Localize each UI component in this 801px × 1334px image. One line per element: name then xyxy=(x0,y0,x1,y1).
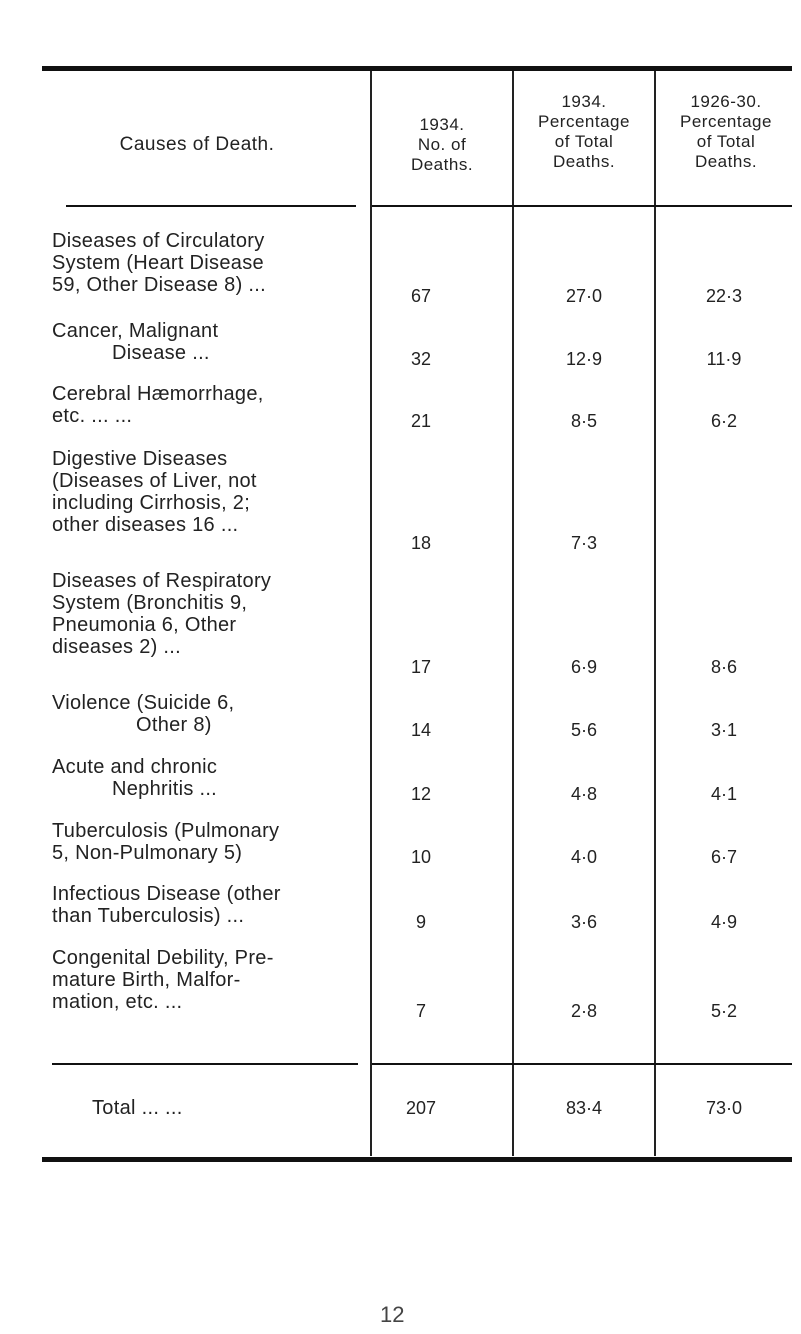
pct-1934-cell: 5·6 xyxy=(570,720,597,740)
deaths-cell: 67 xyxy=(410,286,432,306)
pct-1934-cell: 27·0 xyxy=(565,286,603,306)
deaths-cell: 14 xyxy=(410,720,432,740)
cause-line: mation, etc. ... xyxy=(52,991,183,1013)
pct-1934-cell: 8·5 xyxy=(570,411,597,431)
cause-line: other diseases 16 ... xyxy=(52,514,239,536)
cause-line: 59, Other Disease 8) ... xyxy=(52,274,266,296)
cause-cell xyxy=(52,820,372,864)
cause-line: Cancer, Malignant xyxy=(52,320,219,342)
deaths-cell: 7 xyxy=(415,1001,426,1021)
header-line: Deaths. xyxy=(552,152,616,171)
header-pct-1926 xyxy=(656,92,796,172)
header-cause-text: Causes of Death. xyxy=(119,134,275,155)
cause-line: 5, Non-Pulmonary 5) xyxy=(52,842,243,864)
pct-1934-cell: 6·9 xyxy=(570,657,597,677)
pct-1926-cell: 4·1 xyxy=(710,784,737,804)
cause-line: Congenital Debility, Pre- xyxy=(52,947,274,969)
pct-1934-cell: 2·8 xyxy=(570,1001,597,1021)
header-cause xyxy=(52,135,342,155)
deaths-cell: 9 xyxy=(415,912,426,932)
header-line: 1934. xyxy=(561,92,607,111)
cause-cell xyxy=(52,947,372,1013)
cause-cell xyxy=(52,883,372,927)
cause-line: System (Heart Disease xyxy=(52,252,264,274)
cause-line: Other 8) xyxy=(136,714,212,736)
deaths-cell: 17 xyxy=(410,657,432,677)
total-separator xyxy=(372,1063,792,1065)
pct-1934-cell: 4·8 xyxy=(570,784,597,804)
cause-line: Digestive Diseases xyxy=(52,448,228,470)
cause-line: including Cirrhosis, 2; xyxy=(52,492,251,514)
cause-line: Acute and chronic xyxy=(52,756,218,778)
cause-line: System (Bronchitis 9, xyxy=(52,592,248,614)
header-line: No. of xyxy=(417,135,467,154)
cause-line: Nephritis ... xyxy=(112,778,218,800)
cause-line: Violence (Suicide 6, xyxy=(52,692,235,714)
cause-line: mature Birth, Malfor- xyxy=(52,969,241,991)
cause-line: (Diseases of Liver, not xyxy=(52,470,257,492)
cause-cell xyxy=(52,383,372,427)
total-label-text: Total ... ... xyxy=(92,1097,183,1119)
cause-line: than Tuberculosis) ... xyxy=(52,905,245,927)
bottom-rule xyxy=(42,1157,792,1162)
cause-line: Tuberculosis (Pulmonary xyxy=(52,820,280,842)
cause-cell xyxy=(52,230,372,296)
pct-1926-cell: 6·2 xyxy=(710,411,737,431)
cause-cell xyxy=(52,320,372,364)
header-line: Deaths. xyxy=(410,155,474,174)
deaths-cell: 21 xyxy=(410,411,432,431)
pct-1926-cell: 22·3 xyxy=(705,286,743,306)
page-number: 12 xyxy=(380,1302,405,1327)
cause-line: diseases 2) ... xyxy=(52,636,182,658)
header-line: of Total xyxy=(696,132,756,151)
cause-cell xyxy=(52,570,372,658)
pct-1934-cell: 12·9 xyxy=(565,349,603,369)
header-line: Percentage xyxy=(680,112,772,131)
deaths-cell: 18 xyxy=(410,533,432,553)
pct-1926-cell: 5·2 xyxy=(710,1001,737,1021)
header-line: 1934. xyxy=(419,115,465,134)
cause-line: Pneumonia 6, Other xyxy=(52,614,237,636)
total-deaths: 207 xyxy=(405,1098,437,1118)
header-underline xyxy=(372,205,792,207)
cause-line: Diseases of Circulatory xyxy=(52,230,265,252)
header-line: of Total xyxy=(554,132,614,151)
header-pct-1934 xyxy=(514,92,654,172)
cause-cell xyxy=(52,692,372,736)
cause-line: etc. ... ... xyxy=(52,405,133,427)
pct-1926-cell: 6·7 xyxy=(710,847,737,867)
header-line: Deaths. xyxy=(694,152,758,171)
column-divider xyxy=(654,71,656,1156)
pct-1934-cell: 7·3 xyxy=(570,533,597,553)
total-pct-1926: 73·0 xyxy=(705,1098,743,1118)
column-divider xyxy=(512,71,514,1156)
cause-line: Disease ... xyxy=(112,342,210,364)
cause-line: Cerebral Hæmorrhage, xyxy=(52,383,264,405)
header-line: 1926-30. xyxy=(690,92,762,111)
header-underline xyxy=(66,205,356,207)
deaths-cell: 10 xyxy=(410,847,432,867)
pct-1934-cell: 3·6 xyxy=(570,912,597,932)
total-pct-1934: 83·4 xyxy=(565,1098,603,1118)
header-no-deaths xyxy=(372,115,512,175)
total-separator xyxy=(52,1063,358,1065)
pct-1926-cell: 4·9 xyxy=(710,912,737,932)
deaths-cell: 12 xyxy=(410,784,432,804)
top-rule xyxy=(42,66,792,71)
header-line: Percentage xyxy=(538,112,630,131)
pct-1926-cell: 11·9 xyxy=(706,349,742,369)
cause-line: Infectious Disease (other xyxy=(52,883,281,905)
pct-1926-cell: 8·6 xyxy=(710,657,737,677)
cause-cell xyxy=(52,448,372,536)
deaths-cell: 32 xyxy=(410,349,432,369)
cause-line: Diseases of Respiratory xyxy=(52,570,272,592)
pct-1926-cell: 3·1 xyxy=(710,720,737,740)
pct-1934-cell: 4·0 xyxy=(570,847,597,867)
cause-cell xyxy=(52,756,372,800)
